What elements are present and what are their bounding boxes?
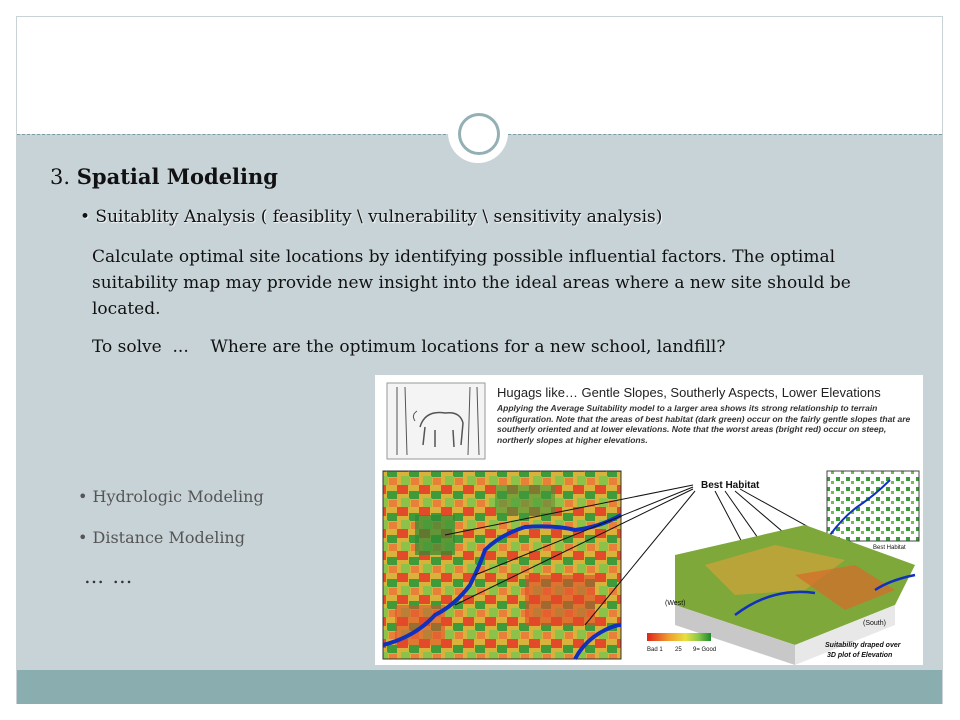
bullet-hydrologic-modeling: • Hydrologic Modeling [78,487,264,506]
suitability-legend [647,633,716,653]
suitability-map [383,471,621,659]
suitability-figure [375,375,923,665]
bullet-distance-modeling: • Distance Modeling [78,528,245,547]
solve-question: To solve ... Where are the optimum locations for a new school, landfill? [92,337,726,357]
legend-mid-label: 25 [675,647,682,653]
legend-bad-label: Bad 1 [647,647,663,653]
slide-footer-band [17,670,942,704]
inset-map [827,471,919,541]
figure-caption-line1: Suitability draped over [825,642,901,649]
section-number: 3. [50,165,71,189]
inset-label: Best Habitat [873,545,906,551]
section-title-text: Spatial Modeling [76,164,278,189]
moose-sketch-frame [387,383,485,459]
ellipsis: … … [84,564,134,588]
description-paragraph: Calculate optimal site locations by identifying possible influential factors. The optimal suitability map may provide new insight into the ideal areas where a new site should be located. [92,247,851,319]
figure-caption-line2: 3D plot of Elevation [827,652,893,659]
bullet-suitability-analysis: • Suitablity Analysis ( feasiblity \ vulnerability \ sensitivity analysis) [80,207,663,227]
section-title [50,164,278,189]
legend-good-label: 9= Good [693,647,717,653]
divider-ornament-ring [458,113,500,155]
figure-description: Applying the Average Suitability model to a larger area shows its strong relationship to terrain configuration. Note that the areas of best habitat (dark green) occur on the fairly gentle slopes that are southerly oriented and at lower elevations. Note that the worst areas (bright red) occur on steep, northerly slopes at higher elevations. [497,403,911,445]
figure-title: Hugags like… Gentle Slopes, Southerly Aspects, Lower Elevations [497,385,881,400]
best-habitat-label: Best Habitat [701,480,760,491]
west-label: (West) [665,600,686,607]
figure-description-box [497,403,917,459]
suitability-figure-graphic [375,375,923,665]
south-label: (South) [863,620,886,627]
